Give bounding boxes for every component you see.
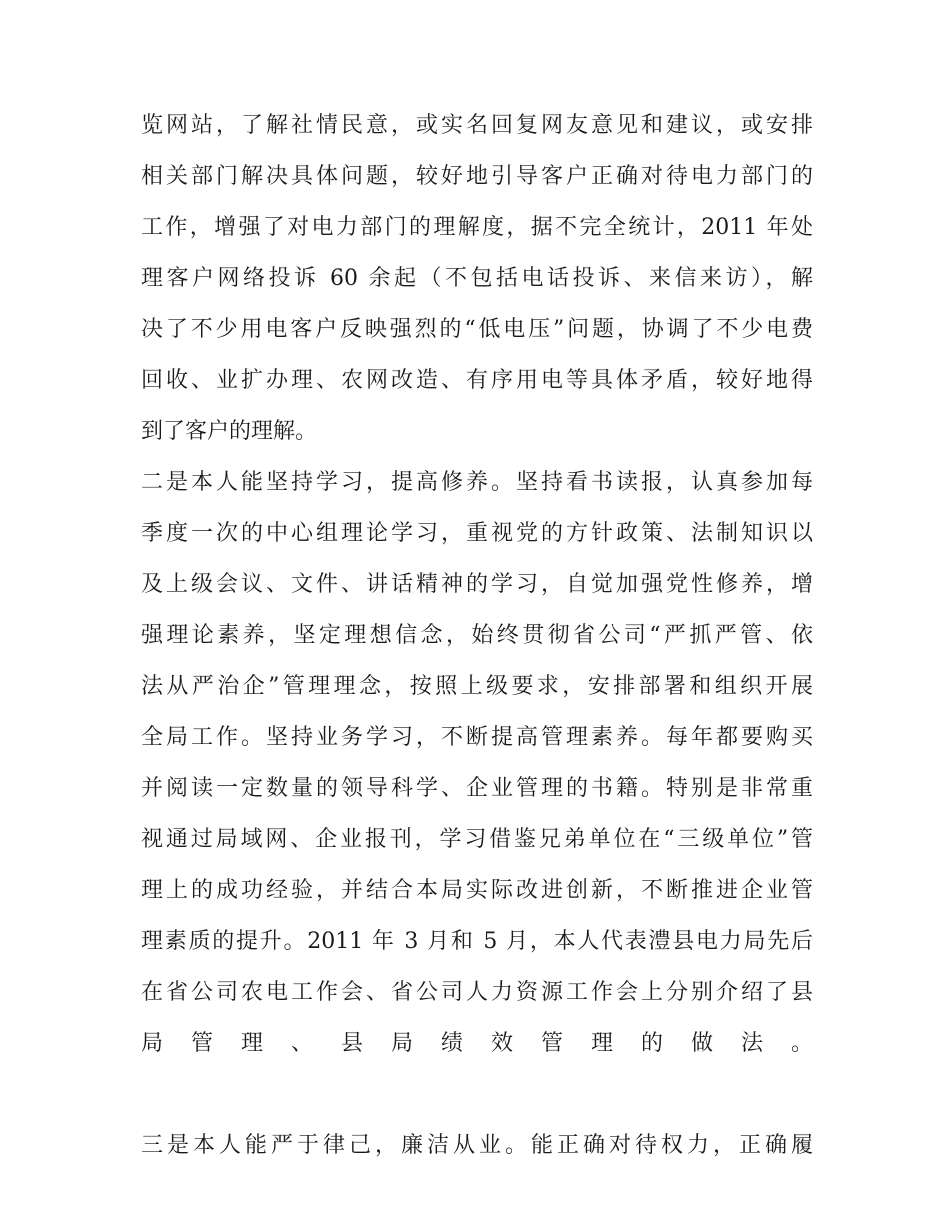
text-line: 理上的成功经验，并结合本局实际改进创新，不断推进企业管 [141,878,813,903]
text-line: 决了不少用电客户反映强烈的“低电压”问题，协调了不少电费 [141,317,813,342]
text-line: 并阅读一定数量的领导科学、企业管理的书籍。特别是非常重 [141,776,813,801]
paragraph-study-cultivation [141,457,813,1120]
text-line: 回收、业扩办理、农网改造、有序用电等具体矛盾，较好地得 [141,368,813,393]
text-line: 相关部门解决具体问题，较好地引导客户正确对待电力部门的 [141,164,813,189]
text-line [141,1069,813,1120]
text-line: 三是本人能严于律己，廉洁从业。能正确对待权力，正确履 [141,1133,813,1158]
text-line: 工作，增强了对电力部门的理解度，据不完全统计，2011 年处 [141,215,813,240]
text-line: 二是本人能坚持学习，提高修养。坚持看书读报，认真参加每 [141,470,813,495]
paragraph-self-discipline [141,1120,813,1171]
text-line: 到了客户的理解。 [141,419,318,444]
text-line: 季度一次的中心组理论学习，重视党的方针政策、法制知识以 [141,521,813,546]
text-line: 理客户网络投诉 60 余起（不包括电话投诉、来信来访），解 [141,266,813,291]
text-line: 视通过局域网、企业报刊，学习借鉴兄弟单位在“三级单位”管 [141,827,813,852]
text-line: 法从严治企”管理理念，按照上级要求，安排部署和组织开展 [141,674,813,699]
text-line: 强理论素养，坚定理想信念，始终贯彻省公司“严抓严管、依 [141,623,813,648]
text-line: 理素质的提升。2011 年 3 月和 5 月，本人代表澧县电力局先后 [141,929,813,954]
text-line: 全局工作。坚持业务学习，不断提高管理素养。每年都要购买 [141,725,813,750]
text-line: 及上级会议、文件、讲话精神的学习，自觉加强党性修养，增 [141,572,813,597]
text-line: 在省公司农电工作会、省公司人力资源工作会上分别介绍了县 [141,980,813,1005]
text-line: 局管理、县局绩效管理的做法。 [141,1031,813,1056]
paragraph-public-feedback [141,100,813,457]
document-body [141,100,813,1171]
text-line: 览网站，了解社情民意，或实名回复网友意见和建议，或安排 [141,113,813,138]
